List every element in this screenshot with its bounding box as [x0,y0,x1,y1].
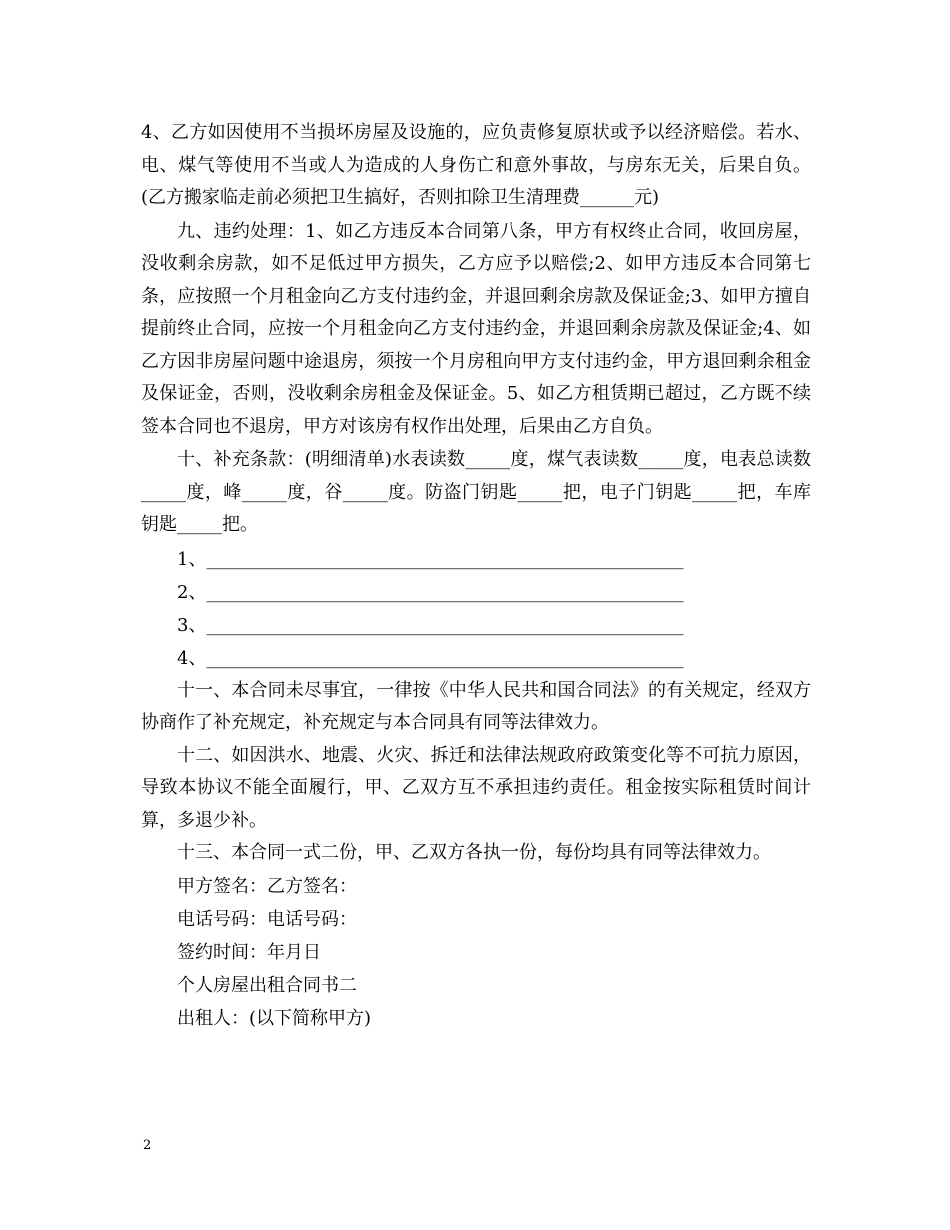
clause-11-other-matters: 十一、本合同未尽事宜，一律按《中华人民共和国合同法》的有关规定，经双方协商作了补充规定，补充规定与本合同具有同等法律效力。 [141,679,811,733]
page-number: 2 [143,1138,152,1153]
lessor-line: 出租人：(以下简称甲方) [177,1007,372,1029]
contract-two-title: 个人房屋出租合同书二 [177,974,357,996]
blank-line-2: 2、_____________________________________________________ [177,581,684,603]
clause-12-force-majeure: 十二、如因洪水、地震、火灾、拆迁和法律法规政府政策变化等不可抗力原因，导致本协议不能全面履行，甲、乙双方互不承担违约责任。租金按实际租赁时间计算，多退少补。 [141,744,811,831]
blank-line-4: 4、_____________________________________________________ [177,647,684,669]
clause-8-item-4: 4、乙方如因使用不当损坏房屋及设施的，应负责修复原状或予以经济赔偿。若水、电、煤气等使用不当或人为造成的人身伤亡和意外事故，与房东无关，后果自负。(乙方搬家临走前必须把卫生搞好，否则扣除卫生清理费______元) [141,122,811,208]
phone-line: 电话号码：电话号码： [177,908,357,930]
blank-line-1: 1、_____________________________________________________ [177,548,684,570]
document-body [141,117,811,1035]
clause-13-copies: 十三、本合同一式二份，甲、乙双方各执一份，每份均具有同等法律效力。 [177,842,771,863]
clause-9-breach: 九、违约处理：1、如乙方违反本合同第八条，甲方有权终止合同，收回房屋，没收剩余房款，如不足低过甲方损失，乙方应予以赔偿;2、如甲方违反本合同第七条，应按照一个月租金向乙方支付违约金，并退回剩余房款及保证金;3、如甲方擅自提前终止合同，应按一个月租金向乙方支付违约金，并退回剩余房款及保证金;4、如乙方因非房屋问题中途退房，须按一个月房租向甲方支付违约金，甲方退回剩余租金及保证金，否则，没收剩余房租金及保证金。5、如乙方租赁期已超过，乙方既不续签本合同也不退房，甲方对该房有权作出处理，后果由乙方自负。 [141,220,811,437]
signature-line: 甲方签名：乙方签名： [177,875,357,897]
clause-10-supplement: 十、补充条款：(明细清单)水表读数_____度，煤气表读数_____度，电表总读数_____度，峰_____度，谷_____度。防盗门钥匙_____把，电子门钥匙_____把，车库钥匙_____把。 [141,449,811,535]
blank-line-3: 3、_____________________________________________________ [177,614,684,636]
signing-date-line: 签约时间：年月日 [177,941,321,963]
